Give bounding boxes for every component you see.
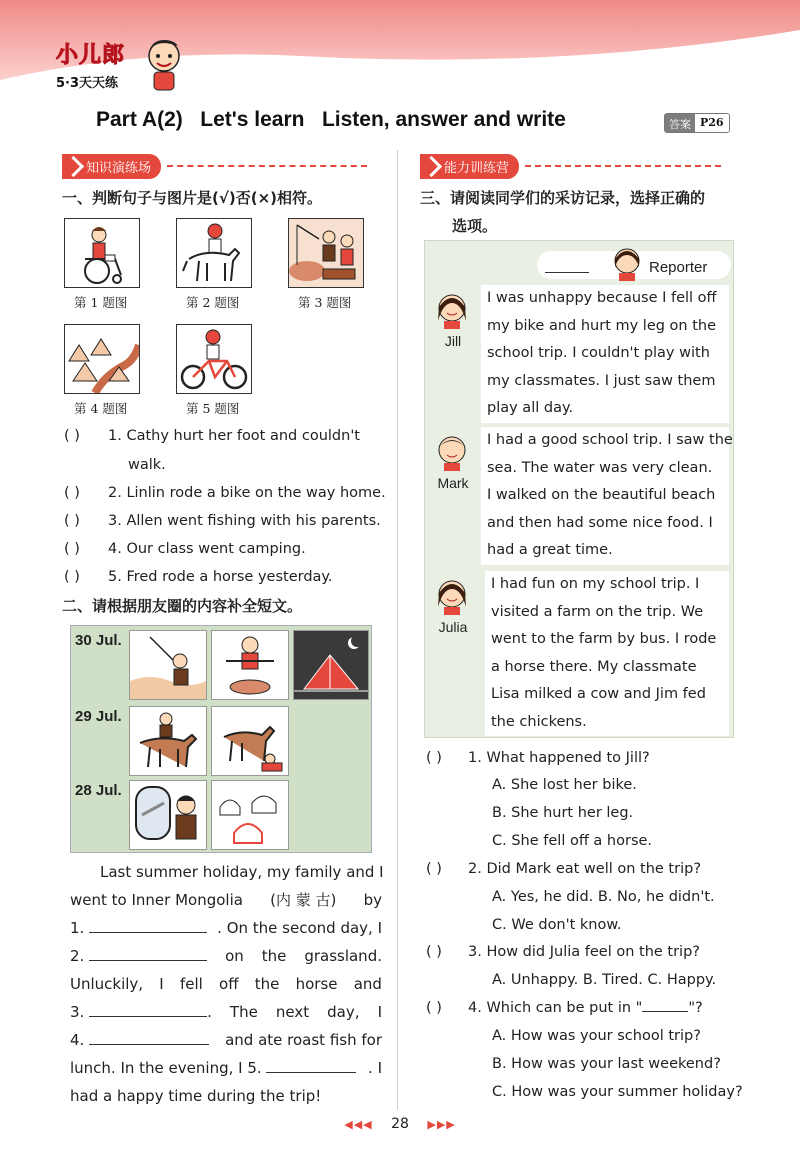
answer-label: 答案 bbox=[665, 114, 695, 132]
yurt-icon bbox=[212, 781, 288, 849]
statement-4: 4. Our class went camping. bbox=[108, 541, 306, 557]
para-line-4d: grassland. bbox=[304, 947, 382, 965]
reporter-blank[interactable] bbox=[545, 255, 589, 273]
caption-4: 第 4 题图 bbox=[74, 401, 128, 416]
para-word: horse bbox=[295, 975, 338, 993]
moments-collage bbox=[70, 625, 372, 853]
bike-icon bbox=[177, 325, 251, 393]
para-word: The bbox=[229, 1003, 258, 1021]
julia-line: a horse there. My classmate bbox=[491, 658, 697, 675]
logo-subtitle: 5·3天天练 bbox=[56, 76, 119, 91]
question-4-stem-a: 4. Which can be put in " bbox=[468, 1000, 643, 1016]
jill-text bbox=[481, 285, 729, 423]
question-4-stem bbox=[468, 994, 703, 1022]
q1-option-c[interactable]: C. She fell off a horse. bbox=[492, 833, 653, 849]
blank-1-number: 1. bbox=[70, 919, 85, 937]
para-word: I bbox=[159, 975, 164, 993]
section-dash-line bbox=[167, 165, 367, 167]
para-line-4b: on bbox=[225, 947, 244, 965]
blank-2-number: 2. bbox=[70, 947, 85, 965]
speaker-jill: Jill bbox=[444, 333, 462, 349]
tent-icon bbox=[294, 631, 368, 699]
answer-paren-5[interactable]: ( ) bbox=[64, 569, 80, 585]
caption-5: 第 5 题图 bbox=[186, 401, 240, 416]
answer-tag[interactable] bbox=[664, 113, 730, 133]
caption-1: 第 1 题图 bbox=[74, 295, 128, 310]
question-4-blank bbox=[642, 998, 688, 1012]
julia-line: Lisa milked a cow and Jim fed bbox=[491, 686, 706, 702]
blank-4[interactable] bbox=[89, 1027, 209, 1045]
date-28-jul: 28 Jul. bbox=[75, 782, 122, 799]
para-word: off bbox=[219, 975, 239, 993]
date-29-jul: 29 Jul. bbox=[75, 708, 122, 725]
section-header-left bbox=[62, 154, 367, 178]
blank-3[interactable] bbox=[89, 999, 207, 1017]
q2-options-ab[interactable]: A. Yes, he did. B. No, he didn't. bbox=[492, 889, 715, 905]
section-badge-left: 知识演练场 bbox=[62, 154, 161, 179]
section-header-right bbox=[420, 154, 721, 178]
reporter-avatar-icon bbox=[611, 245, 643, 281]
mark-avatar-icon bbox=[435, 433, 469, 471]
prev-arrows-icon[interactable]: ◀◀◀ bbox=[344, 1118, 373, 1131]
mark-line: and then had some nice food. I bbox=[487, 514, 713, 531]
para-line-8b: . I bbox=[368, 1059, 382, 1077]
q4-option-b[interactable]: B. How was your last weekend? bbox=[492, 1056, 721, 1072]
horse-riding-icon bbox=[177, 219, 251, 287]
mark-line: I had a good school trip. I saw the bbox=[487, 432, 733, 448]
logo-title: 小儿郎 bbox=[56, 43, 126, 68]
jill-line: my bike and hurt my leg on the bbox=[487, 317, 717, 334]
statement-1: 1. Cathy hurt her foot and couldn't bbox=[108, 428, 360, 444]
answer-paren-q3[interactable]: ( ) bbox=[426, 944, 442, 960]
picture-5 bbox=[176, 324, 252, 394]
para-line-2a: went to Inner Mongolia bbox=[70, 891, 243, 909]
julia-line: the chickens. bbox=[491, 713, 587, 730]
para-line-9: had a happy time during the trip! bbox=[70, 1087, 322, 1105]
julia-line: visited a farm on the trip. We bbox=[491, 603, 704, 620]
para-line-2b: (内 蒙 古) bbox=[270, 891, 337, 909]
answer-paren-q2[interactable]: ( ) bbox=[426, 861, 442, 877]
question-4-stem-b: "? bbox=[688, 1000, 703, 1016]
fall-off-horse-icon bbox=[212, 707, 288, 775]
photo-horse-ride bbox=[129, 706, 207, 776]
julia-avatar-icon bbox=[435, 577, 469, 615]
para-line-2c: by bbox=[363, 891, 382, 909]
q2-option-c[interactable]: C. We don't know. bbox=[492, 917, 622, 933]
date-30-jul: 30 Jul. bbox=[75, 632, 122, 649]
blank-5[interactable] bbox=[266, 1055, 356, 1073]
para-line-8a: lunch. In the evening, I 5. bbox=[70, 1059, 262, 1077]
question-1-title: 一、判断句子与图片是(√)否(×)相符。 bbox=[62, 189, 322, 207]
para-word: day, bbox=[327, 1003, 360, 1021]
question-1-stem: 1. What happened to Jill? bbox=[468, 750, 650, 766]
julia-text bbox=[485, 571, 729, 736]
mascot-icon bbox=[144, 36, 184, 92]
answer-paren-4[interactable]: ( ) bbox=[64, 541, 80, 557]
photo-yurts bbox=[211, 780, 289, 850]
para-word: the bbox=[254, 975, 280, 993]
blank-3-number: 3. bbox=[70, 1003, 85, 1021]
q1-option-b[interactable]: B. She hurt her leg. bbox=[492, 805, 634, 821]
question-2-stem: 2. Did Mark eat well on the trip? bbox=[468, 861, 702, 877]
statement-5: 5. Fred rode a horse yesterday. bbox=[108, 569, 333, 585]
photo-fishing bbox=[129, 630, 207, 700]
page-footer bbox=[0, 1116, 800, 1132]
brand-logo bbox=[48, 34, 188, 96]
jill-line: my classmates. I just saw them bbox=[487, 372, 716, 389]
q4-option-a[interactable]: A. How was your school trip? bbox=[492, 1028, 701, 1044]
question-3-title: 三、请阅读同学们的采访记录，选择正确的 bbox=[420, 189, 706, 207]
para-line-7b: and ate roast fish for bbox=[225, 1031, 382, 1049]
picture-4 bbox=[64, 324, 140, 394]
q4-option-c[interactable]: C. How was your summer holiday? bbox=[492, 1084, 743, 1100]
cloze-paragraph bbox=[70, 858, 382, 1110]
mark-line: I walked on the beautiful beach bbox=[487, 487, 716, 503]
interview-record bbox=[424, 240, 734, 738]
fishing-icon bbox=[130, 631, 206, 699]
para-line-1: Last summer holiday, my family and I bbox=[100, 863, 384, 881]
camping-icon bbox=[65, 325, 139, 393]
mark-line: sea. The water was very clean. bbox=[487, 459, 713, 476]
statement-2: 2. Linlin rode a bike on the way home. bbox=[108, 485, 386, 501]
question-3-title-cont: 选项。 bbox=[452, 217, 498, 235]
para-word: Unluckily, bbox=[70, 975, 144, 993]
airplane-window-icon bbox=[130, 781, 206, 849]
column-divider bbox=[397, 150, 398, 1110]
julia-line: went to the farm by bus. I rode bbox=[491, 631, 717, 647]
answer-paren-1[interactable]: ( ) bbox=[64, 428, 80, 444]
blank-2[interactable] bbox=[89, 943, 207, 961]
picture-2 bbox=[176, 218, 252, 288]
statement-3: 3. Allen went fishing with his parents. bbox=[108, 513, 381, 529]
picture-3 bbox=[288, 218, 364, 288]
caption-3: 第 3 题图 bbox=[298, 295, 352, 310]
answer-page: P26 bbox=[695, 114, 729, 132]
julia-line: I had fun on my school trip. I bbox=[491, 576, 700, 592]
para-word: I bbox=[377, 1003, 382, 1021]
jill-line: play all day. bbox=[487, 400, 574, 416]
page-number: 28 bbox=[391, 1116, 409, 1132]
speaker-mark: Mark bbox=[437, 475, 469, 491]
para-line-3b: . On the second day, I bbox=[217, 919, 382, 937]
answer-paren-q4[interactable]: ( ) bbox=[426, 1000, 442, 1016]
para-word: and bbox=[353, 975, 382, 993]
mark-text bbox=[481, 427, 733, 565]
question-2-title: 二、请根据朋友圈的内容补全短文。 bbox=[62, 597, 303, 615]
jill-line: I was unhappy because I fell off bbox=[487, 290, 717, 306]
para-word: next bbox=[275, 1003, 310, 1021]
photo-horse-fall bbox=[211, 706, 289, 776]
section-dash-line bbox=[525, 165, 721, 167]
photo-roast-fish bbox=[211, 630, 289, 700]
photo-airplane bbox=[129, 780, 207, 850]
jill-line: school trip. I couldn't play with bbox=[487, 345, 710, 361]
fishing-icon bbox=[289, 219, 363, 287]
answer-paren-2[interactable]: ( ) bbox=[64, 485, 80, 501]
para-line-6b: . bbox=[207, 1003, 212, 1021]
statement-1-cont: walk. bbox=[128, 457, 166, 473]
q3-options[interactable]: A. Unhappy. B. Tired. C. Happy. bbox=[492, 972, 717, 988]
page-title: Part A(2) Let's learn Listen, answer and write bbox=[96, 108, 566, 131]
wheelchair-icon bbox=[65, 219, 139, 287]
jill-avatar-icon bbox=[435, 291, 469, 329]
caption-2: 第 2 题图 bbox=[186, 295, 240, 310]
question-3-stem: 3. How did Julia feel on the trip? bbox=[468, 944, 700, 960]
answer-paren-3[interactable]: ( ) bbox=[64, 513, 80, 529]
para-line-4c: the bbox=[261, 947, 287, 965]
picture-1 bbox=[64, 218, 140, 288]
photo-camping bbox=[293, 630, 369, 700]
speaker-julia: Julia bbox=[438, 619, 468, 635]
next-arrows-icon[interactable]: ▶▶▶ bbox=[427, 1118, 456, 1131]
horse-riding-icon bbox=[130, 707, 206, 775]
reporter-label: Reporter bbox=[649, 259, 708, 276]
mark-line: had a great time. bbox=[487, 542, 613, 558]
section-badge-right: 能力训练营 bbox=[420, 154, 519, 179]
answer-paren-q1[interactable]: ( ) bbox=[426, 750, 442, 766]
q1-option-a[interactable]: A. She lost her bike. bbox=[492, 777, 637, 793]
blank-1[interactable] bbox=[89, 915, 207, 933]
para-word: fell bbox=[179, 975, 203, 993]
blank-4-number: 4. bbox=[70, 1031, 85, 1049]
roast-fish-icon bbox=[212, 631, 288, 699]
